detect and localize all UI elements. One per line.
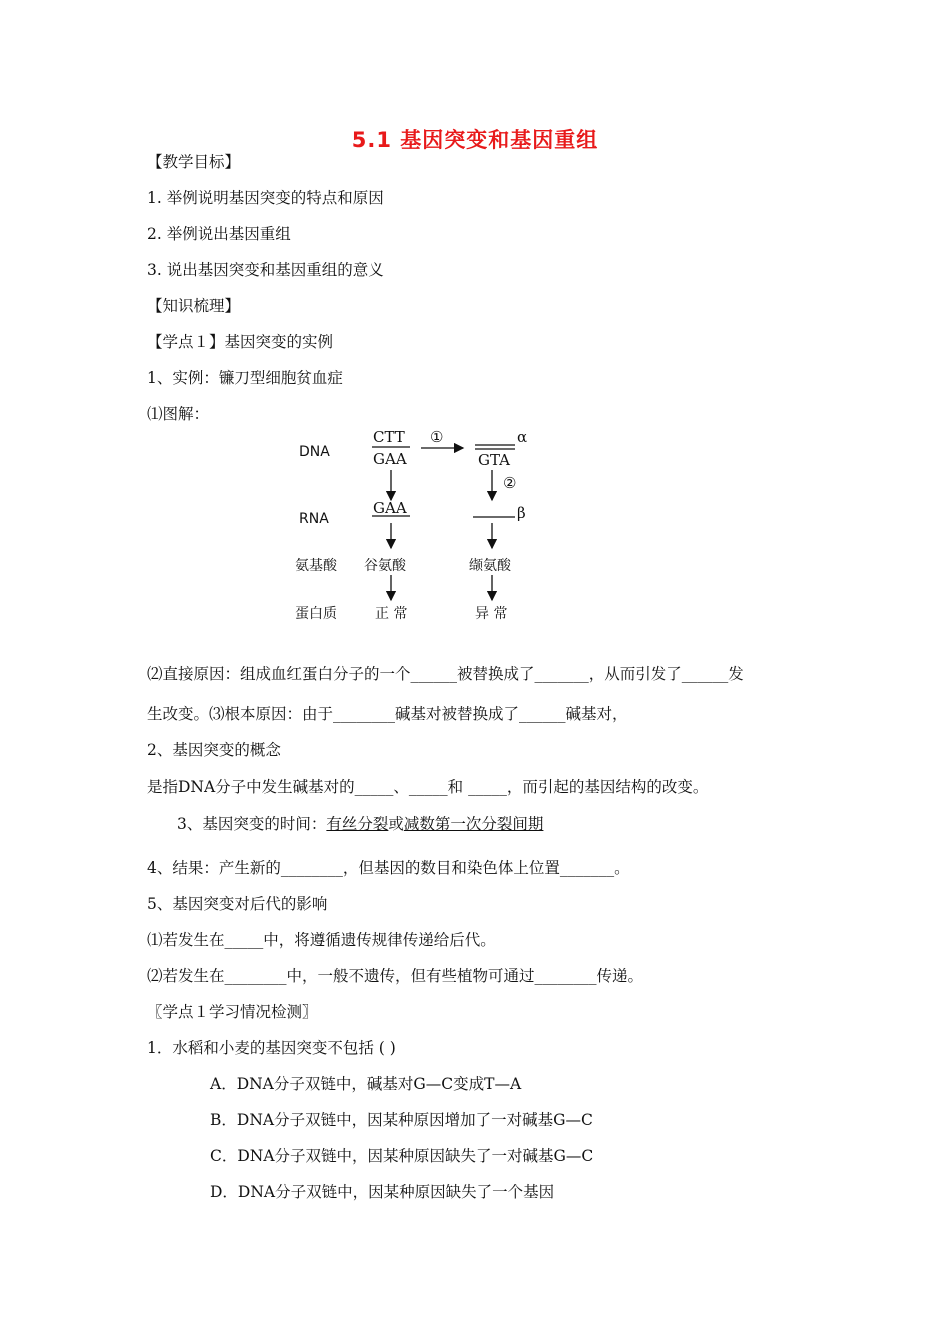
row-label-dna: DNA [299, 444, 330, 460]
page-title: 5.1 基因突变和基因重组 [351, 128, 599, 152]
direct-cause-line: ⑵直接原因：组成血红蛋白分子的一个______被替换成了_______，从而引发了______发 [147, 665, 744, 683]
concept-header: 2、基因突变的概念 [147, 741, 281, 759]
option-a: A．DNA分子双链中，碱基对G—C变成T—A [210, 1075, 522, 1093]
influence-header: 5、基因突变对后代的影响 [147, 895, 328, 913]
concept-line: 是指DNA分子中发生碱基对的_____、_____和 _____，而引起的基因结构的改变。 [147, 778, 709, 796]
goal-item-2: 2. 举例说出基因重组 [147, 225, 291, 243]
dna-bottom-strand: GAA [373, 450, 407, 468]
protein-normal: 正 常 [375, 606, 408, 622]
diagram-label: ⑴图解： [147, 405, 210, 423]
time-mitosis: 有丝分裂 [326, 815, 389, 833]
goal-item-1: 1. 举例说明基因突变的特点和原因 [147, 189, 384, 207]
protein-mutant: 异 常 [475, 606, 508, 622]
mutation-diagram [293, 420, 553, 630]
step1-marker: ① [430, 428, 444, 446]
rna-normal: GAA [373, 499, 407, 517]
option-d: D．DNA分子双链中，因某种原因缺失了一个基因 [210, 1183, 555, 1201]
example-line: 1、实例：镰刀型细胞贫血症 [147, 369, 343, 387]
point1-header: 【学点１】基因突变的实例 [147, 333, 334, 351]
knowledge-header: 【知识梳理】 [147, 297, 241, 315]
option-b: B．DNA分子双链中，因某种原因增加了一对碱基G—C [210, 1111, 593, 1129]
root-cause-line: 生改变。⑶根本原因：由于________碱基对被替换成了______碱基对， [147, 705, 628, 723]
influence-line-1: ⑴若发生在_____中，将遵循遗传规律传递给后代。 [147, 931, 496, 949]
amino-acid-mutant: 缬氨酸 [469, 558, 511, 574]
row-label-rna: RNA [299, 511, 329, 527]
influence-line-2: ⑵若发生在________中，一般不遗传，但有些植物可通过________传递。 [147, 967, 644, 985]
time-or: 或 [388, 815, 404, 833]
time-meiosis: 减数第一次分裂间期 [403, 815, 544, 833]
amino-acid-normal: 谷氨酸 [364, 558, 406, 574]
row-label-protein: 蛋白质 [295, 606, 337, 622]
row-label-amino-acid: 氨基酸 [295, 558, 337, 574]
time-line [177, 814, 543, 834]
goal-header: 【教学目标】 [147, 153, 241, 171]
beta-label: β [517, 504, 526, 522]
alpha-label: α [517, 428, 528, 446]
dna-top-strand: CTT [373, 428, 405, 446]
goal-item-3: 3. 说出基因突变和基因重组的意义 [147, 261, 384, 279]
question-1: 1．水稻和小麦的基因突变不包括 ( ) [147, 1039, 396, 1057]
mutated-bottom-strand: GTA [478, 451, 510, 469]
time-prefix: 3、基因突变的时间： [177, 815, 327, 833]
step2-marker: ② [503, 474, 517, 492]
check-header: 〖学点１学习情况检测〗 [147, 1003, 318, 1021]
result-line: 4、结果：产生新的________，但基因的数目和染色体上位置_______。 [147, 859, 630, 877]
option-c: C．DNA分子双链中，因某种原因缺失了一对碱基G—C [210, 1147, 594, 1165]
